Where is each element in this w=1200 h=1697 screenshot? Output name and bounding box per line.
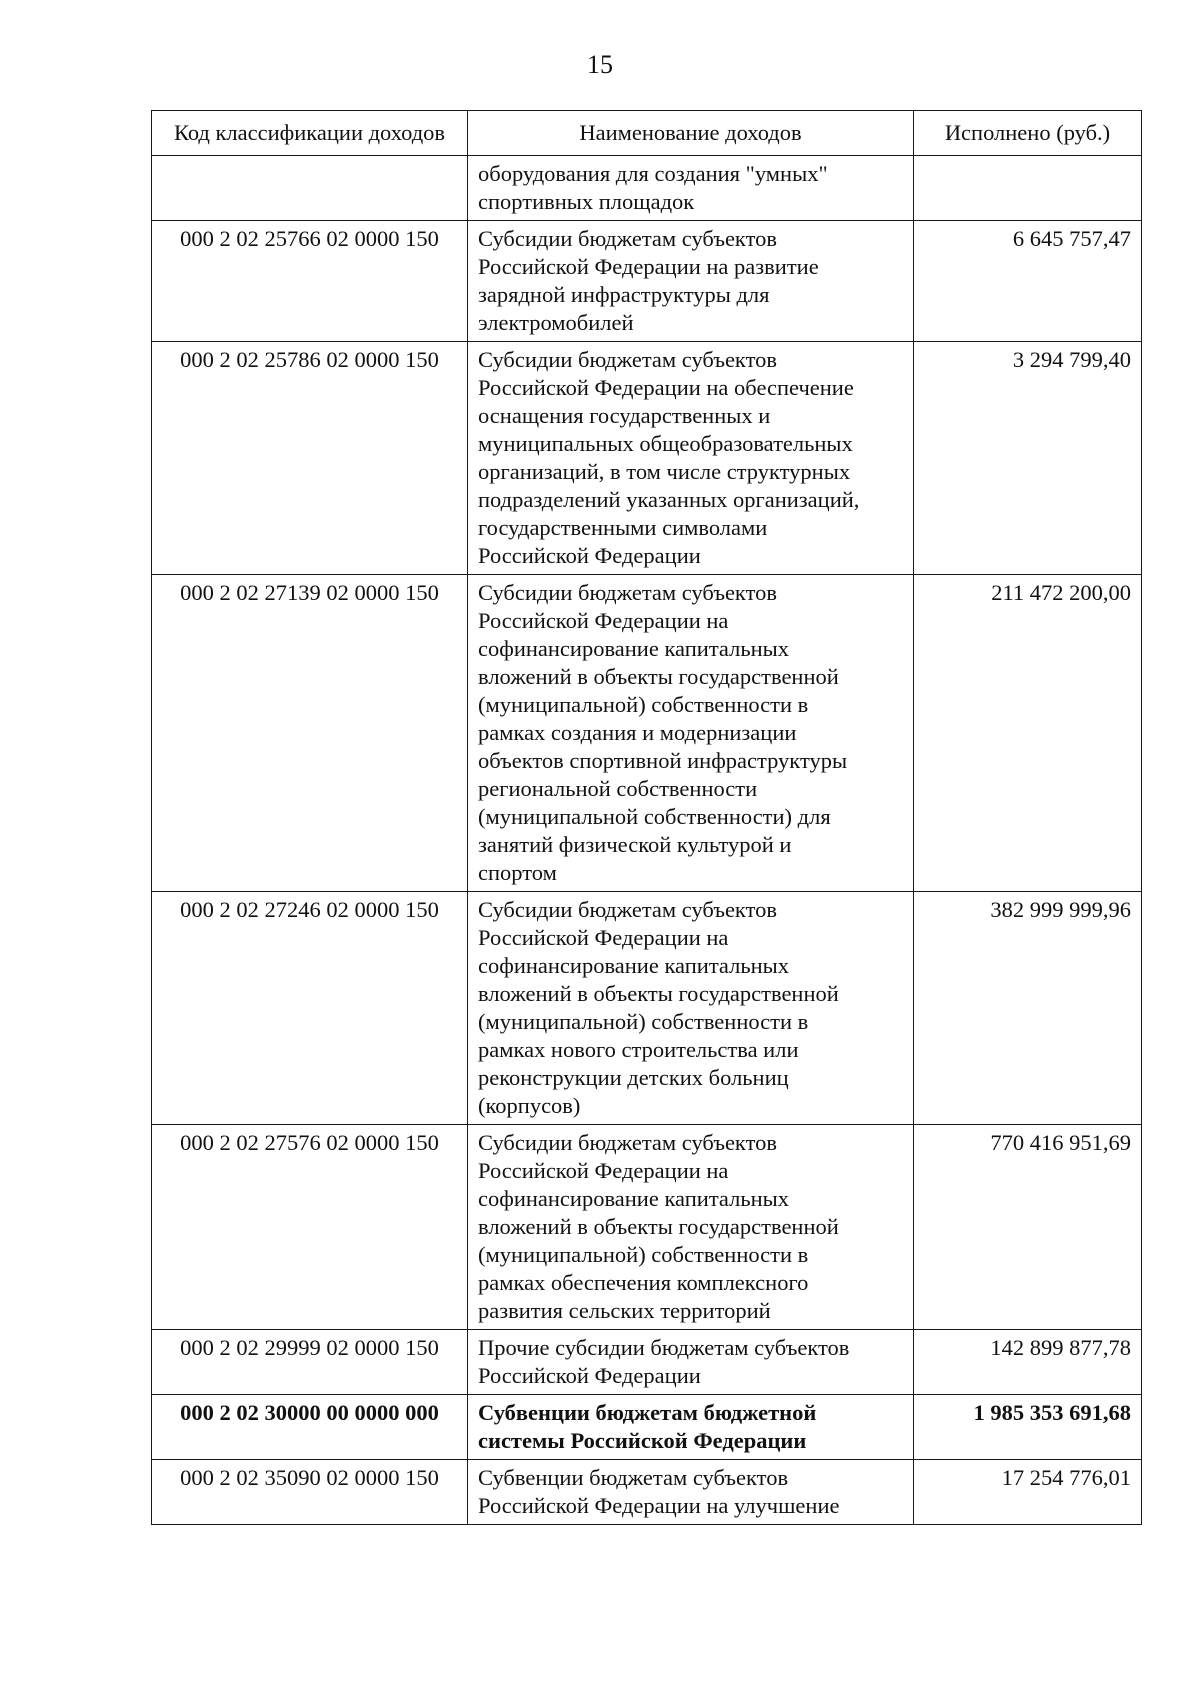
income-code-cell: 000 2 02 29999 02 0000 150 — [152, 1330, 468, 1395]
income-name-line: Субвенции бюджетам бюджетной — [478, 1400, 817, 1425]
income-name-cell — [468, 1330, 914, 1395]
income-name-line: региональной собственности — [478, 776, 758, 801]
income-name-line: муниципальных общеобразовательных — [478, 431, 853, 456]
income-name-line: Субсидии бюджетам субъектов — [478, 897, 777, 922]
header-code: Код классификации доходов — [152, 111, 468, 156]
table-row — [152, 575, 1142, 892]
income-name-line: спортом — [478, 860, 557, 885]
income-code-cell: 000 2 02 25786 02 0000 150 — [152, 342, 468, 575]
header-amount: Исполнено (руб.) — [914, 111, 1142, 156]
income-name-line: Российской Федерации на — [478, 925, 729, 950]
table-row — [152, 1460, 1142, 1525]
income-name-line: рамках создания и модернизации — [478, 720, 797, 745]
income-name-line: государственными символами — [478, 515, 768, 540]
table-row — [152, 892, 1142, 1125]
income-name-line: Субсидии бюджетам субъектов — [478, 1130, 777, 1155]
income-amount-cell: 1 985 353 691,68 — [914, 1395, 1142, 1460]
income-name-line: (корпусов) — [478, 1093, 581, 1118]
income-name-line: системы Российской Федерации — [478, 1428, 807, 1453]
income-name-line: (муниципальной) собственности в — [478, 692, 809, 717]
income-name-cell — [468, 1460, 914, 1525]
income-name-line: (муниципальной) собственности в — [478, 1009, 809, 1034]
table-row — [152, 1395, 1142, 1460]
income-name-line: Российской Федерации на обеспечение — [478, 375, 854, 400]
income-name-line: Субсидии бюджетам субъектов — [478, 580, 777, 605]
income-name-line: Субсидии бюджетам субъектов — [478, 347, 777, 372]
income-name-cell — [468, 575, 914, 892]
income-name-line: рамках нового строительства или — [478, 1037, 799, 1062]
table-row — [152, 156, 1142, 221]
income-name-line: (муниципальной) собственности в — [478, 1242, 809, 1267]
income-name-line: софинансирование капитальных — [478, 1186, 790, 1211]
income-name-line: электромобилей — [478, 310, 634, 335]
income-amount-cell — [914, 156, 1142, 221]
income-name-cell — [468, 892, 914, 1125]
income-name-line: софинансирование капитальных — [478, 636, 790, 661]
income-name-line: развития сельских территорий — [478, 1298, 771, 1323]
income-amount-cell: 6 645 757,47 — [914, 221, 1142, 342]
income-name-line: Российской Федерации — [478, 543, 701, 568]
income-code-cell: 000 2 02 25766 02 0000 150 — [152, 221, 468, 342]
income-name-line: оснащения государственных и — [478, 403, 771, 428]
income-name-line: подразделений указанных организаций, — [478, 487, 860, 512]
income-name-line: зарядной инфраструктуры для — [478, 282, 770, 307]
income-name-line: занятий физической культурой и — [478, 832, 792, 857]
income-code-cell: 000 2 02 27246 02 0000 150 — [152, 892, 468, 1125]
income-name-line: спортивных площадок — [478, 189, 695, 214]
income-table — [151, 110, 1142, 1525]
income-name-line: вложений в объекты государственной — [478, 981, 839, 1006]
table-row — [152, 342, 1142, 575]
income-name-cell — [468, 221, 914, 342]
income-name-cell — [468, 1395, 914, 1460]
income-amount-cell: 17 254 776,01 — [914, 1460, 1142, 1525]
income-name-line: Российской Федерации на развитие — [478, 254, 819, 279]
page-number: 15 — [587, 50, 613, 79]
income-name-line: Субсидии бюджетам субъектов — [478, 226, 777, 251]
table-row — [152, 221, 1142, 342]
income-name-cell — [468, 342, 914, 575]
income-name-line: вложений в объекты государственной — [478, 1214, 839, 1239]
income-code-cell: 000 2 02 27576 02 0000 150 — [152, 1125, 468, 1330]
income-name-line: (муниципальной собственности) для — [478, 804, 831, 829]
income-name-line: реконструкции детских больниц — [478, 1065, 789, 1090]
income-amount-cell: 142 899 877,78 — [914, 1330, 1142, 1395]
income-name-line: Российской Федерации — [478, 1363, 701, 1388]
income-name-cell — [468, 1125, 914, 1330]
table-body — [152, 156, 1142, 1525]
header-name: Наименование доходов — [468, 111, 914, 156]
income-amount-cell: 382 999 999,96 — [914, 892, 1142, 1125]
income-name-line: объектов спортивной инфраструктуры — [478, 748, 848, 773]
income-name-line: Субвенции бюджетам субъектов — [478, 1465, 789, 1490]
table-row — [152, 1125, 1142, 1330]
income-amount-cell: 3 294 799,40 — [914, 342, 1142, 575]
income-name-line: Прочие субсидии бюджетам субъектов — [478, 1335, 850, 1360]
table-row — [152, 1330, 1142, 1395]
income-name-line: рамках обеспечения комплексного — [478, 1270, 809, 1295]
income-code-cell — [152, 156, 468, 221]
table-header-row — [152, 111, 1142, 156]
income-name-line: Российской Федерации на — [478, 608, 729, 633]
income-name-cell — [468, 156, 914, 221]
income-amount-cell: 770 416 951,69 — [914, 1125, 1142, 1330]
income-code-cell: 000 2 02 30000 00 0000 000 — [152, 1395, 468, 1460]
income-name-line: Российской Федерации на — [478, 1158, 729, 1183]
income-name-line: организаций, в том числе структурных — [478, 459, 851, 484]
income-code-cell: 000 2 02 27139 02 0000 150 — [152, 575, 468, 892]
income-amount-cell: 211 472 200,00 — [914, 575, 1142, 892]
income-name-line: софинансирование капитальных — [478, 953, 790, 978]
income-name-line: Российской Федерации на улучшение — [478, 1493, 840, 1518]
income-name-line: оборудования для создания "умных" — [478, 161, 828, 186]
income-name-line: вложений в объекты государственной — [478, 664, 839, 689]
income-code-cell: 000 2 02 35090 02 0000 150 — [152, 1460, 468, 1525]
